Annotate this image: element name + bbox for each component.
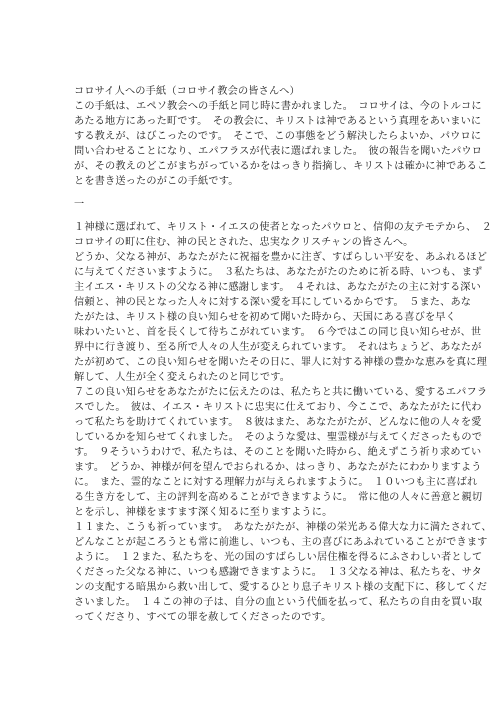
chapter-heading: 一 — [74, 199, 85, 210]
body-line: しているかを知らせてくれました。 そのような愛は、聖霊様が与えてくださったもので — [74, 432, 483, 443]
body-line: ます。 どうか、神様が何を望んでおられるか、はっきり、あなたがたにわかりますよう — [74, 462, 482, 473]
body-line: ように。 １２また、私たちを、光の国のすばらしい居住権を得るにふさわしい者として — [74, 552, 483, 563]
body-line: に。 また、霊的なことに対する理解力が与えられますように。 １０いつも主に喜ばれ — [74, 477, 478, 488]
body-line: ってくださり、すべての罪を赦してくださったのです。 — [74, 612, 332, 623]
body-line: とを示し、神様をますます深く知るに至りますように。 — [74, 507, 333, 518]
document-page — [74, 84, 492, 625]
body-line: る生き方をして、主の評判を高めることができますように。 常に他の人々に善意と親切 — [74, 492, 483, 503]
body-line: 味わいたいと、首を長くして待ちこがれています。 ６今ではこの同じ良い知らせが、世 — [74, 327, 482, 338]
intro-line: とを書き送ったのがこの手紙です。 — [74, 176, 239, 187]
body-line: どんなことが起ころうとも常に前進し、いつも、主の喜びにあふれていることができます — [74, 537, 488, 548]
intro-paragraph — [74, 99, 488, 189]
intro-line: が、その教えのどこがまちがっているかをはっきり指摘し、キリストは確かに神であるこ — [74, 161, 488, 172]
document-title: コロサイ人への手紙（コロサイ教会の皆さんへ） — [74, 86, 300, 97]
body-line: くださった父なる神に、いつも感謝できますように。 １３父なる神は、私たちを、サタ — [74, 567, 482, 578]
body-line: １１また、こうも祈っています。 あなたがたが、神様の栄光ある偉大な力に満たされて、 — [74, 522, 492, 533]
body-line: コロサイの町に住む、神の民とされた、忠実なクリスチャンの皆さんへ。 — [74, 237, 414, 248]
body-line: さいました。 １４この神の子は、自分の血という代価を払って、私たちの自由を買い取 — [74, 597, 483, 608]
body-line: どうか、父なる神が、あなたがたに祝福を豊かに注ぎ、すばらしい平安を、あふれるほど — [74, 252, 488, 263]
intro-line: あたる地方にあった町です。 その教会に、キリストは神であるという真理をあいまいに — [74, 116, 482, 127]
intro-line: 問い合わせることになり、エパフラスが代表に選ばれました。 彼の報告を聞いたパウロ — [74, 146, 483, 157]
body-line: １神様に選ばれて、キリスト・イエスの使者となったパウロと、信仰の友テモテから、 ２ — [74, 222, 492, 233]
body-line: ７この良い知らせをあなたがたに伝えたのは、私たちと共に働いている、愛するエパフラ — [74, 387, 488, 398]
body-line: ンの支配する暗黒から救い出して、愛するひとり息子キリスト様の支配下に、移してくだ — [74, 582, 488, 593]
body-line: たが初めて、この良い知らせを聞いたその日に、罪人に対する神様の豊かな恵みを真に理 — [74, 357, 487, 368]
body-line: 界中に行き渡り、至る所で人々の人生が変えられています。 それはちょうど、あなたが — [74, 342, 482, 353]
intro-line: する教えが、はびこったのです。 そこで、この事態をどう解決したらよいか、パウロに — [74, 131, 482, 142]
body-line: って私たちを助けてくれています。 ８彼はまた、あなたがたが、どんなに他の人々を愛 — [74, 417, 482, 428]
intro-line: この手紙は、エペソ教会への手紙と同じ時に書かれました。 コロサイは、今のトルコに — [74, 101, 482, 112]
body-line: 主イエス・キリストの父なる神に感謝します。 ４それは、あなたがたの主に対する深い — [74, 282, 481, 293]
body-line: に与えてくださいますように。 ３私たちは、あなたがたのために祈る時、いつも、まず — [74, 267, 483, 278]
body-text — [74, 220, 492, 625]
body-line: す。 ９そういうわけで、私たちは、そのことを聞いた時から、絶えずこう祈り求めてい — [74, 447, 482, 458]
body-line: 解して、人生が全く変えられたのと同じです。 — [74, 372, 291, 383]
body-line: スでした。 彼は、イエス・キリストに忠実に仕えており、今ここで、あなたがたに代わ — [74, 402, 482, 413]
body-line: 信頼と、神の民となった人々に対する深い愛を耳にしているからです。 ５また、あな — [74, 297, 472, 308]
body-line: たがたは、キリスト様の良い知らせを初めて聞いた時から、天国にある喜びを早く — [74, 312, 456, 323]
